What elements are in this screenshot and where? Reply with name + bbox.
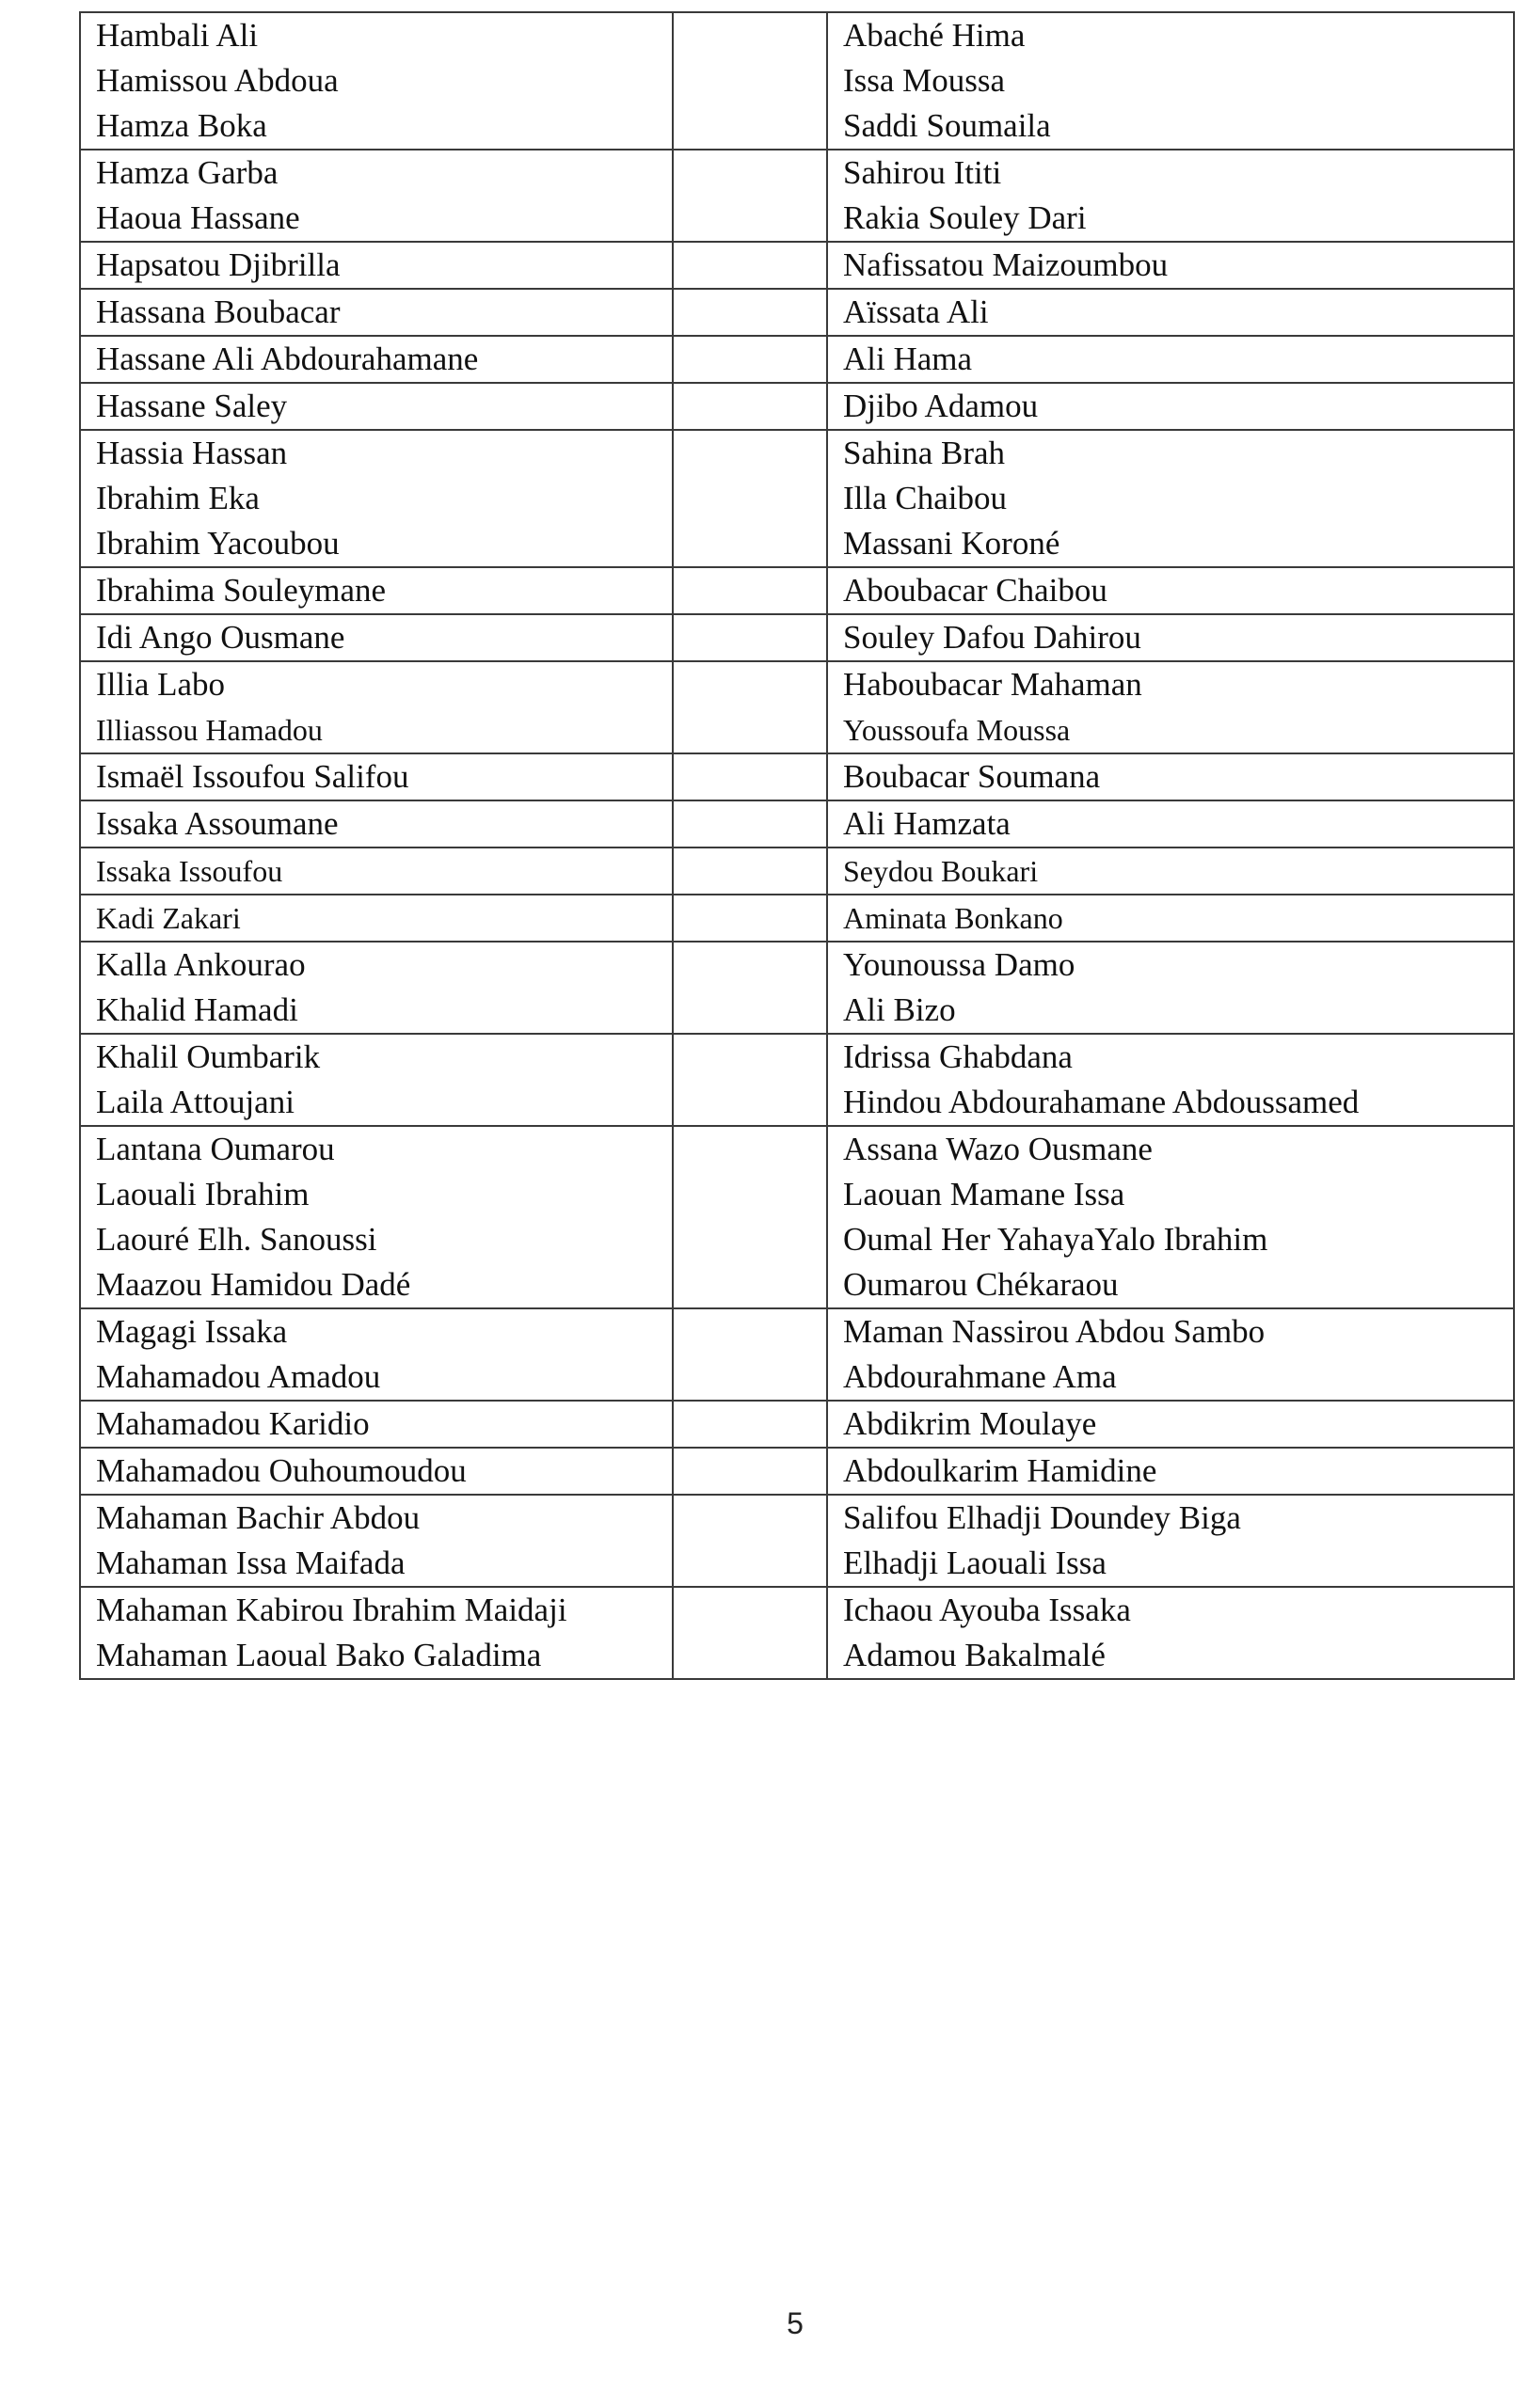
right-name-cell: [827, 661, 1514, 753]
blank-gap-cell: [673, 614, 827, 661]
name-entry: Younoussa Damo: [843, 946, 1075, 983]
names-table-body: [80, 12, 1514, 1679]
name-entry: Ismaël Issoufou Salifou: [96, 758, 409, 795]
right-name-cell: [827, 614, 1514, 661]
table-row: [80, 242, 1514, 289]
name-entry: Laouali Ibrahim: [96, 1176, 310, 1212]
blank-gap-cell: [673, 336, 827, 383]
name-entry: Illiassou Hamadou: [96, 713, 323, 747]
blank-gap-cell: [673, 383, 827, 430]
blank-gap-cell: [673, 800, 827, 848]
name-entry: Djibo Adamou: [843, 388, 1039, 424]
name-entry: Youssoufa Moussa: [843, 713, 1071, 747]
blank-gap-cell: [673, 1448, 827, 1495]
right-name-cell: [827, 383, 1514, 430]
left-name-cell: [80, 12, 673, 150]
name-entry: Elhadji Laouali Issa: [843, 1545, 1107, 1581]
name-entry: Khalil Oumbarik: [96, 1038, 321, 1075]
right-name-cell: [827, 336, 1514, 383]
left-name-cell: [80, 430, 673, 567]
name-entry: Illa Chaibou: [843, 480, 1007, 516]
left-name-cell: [80, 895, 673, 942]
blank-gap-cell: [673, 242, 827, 289]
name-entry: Hassia Hassan: [96, 435, 288, 471]
name-entry: Sahirou Ititi: [843, 154, 1002, 191]
left-name-cell: [80, 150, 673, 242]
right-name-cell: [827, 12, 1514, 150]
name-entry: Illia Labo: [96, 666, 226, 703]
name-entry: Rakia Souley Dari: [843, 199, 1087, 236]
name-entry: Hamissou Abdoua: [96, 62, 339, 99]
table-row: [80, 1126, 1514, 1308]
name-entry: Saddi Soumaila: [843, 107, 1051, 144]
name-entry: Boubacar Soumana: [843, 758, 1101, 795]
table-row: [80, 895, 1514, 942]
name-entry: Issa Moussa: [843, 62, 1006, 99]
table-row: [80, 336, 1514, 383]
blank-gap-cell: [673, 942, 827, 1034]
name-entry: Maazou Hamidou Dadé: [96, 1266, 411, 1303]
blank-gap-cell: [673, 567, 827, 614]
table-row: [80, 753, 1514, 800]
right-name-cell: [827, 942, 1514, 1034]
table-row: [80, 661, 1514, 753]
table-row: [80, 150, 1514, 242]
table-row: [80, 1308, 1514, 1401]
table-row: [80, 12, 1514, 150]
page-number: 5: [787, 2306, 804, 2340]
table-row: [80, 1448, 1514, 1495]
right-name-cell: [827, 242, 1514, 289]
blank-gap-cell: [673, 1126, 827, 1308]
blank-gap-cell: [673, 12, 827, 150]
left-name-cell: [80, 1587, 673, 1679]
blank-gap-cell: [673, 848, 827, 895]
table-row: [80, 1401, 1514, 1448]
right-name-cell: [827, 800, 1514, 848]
name-entry: Laouan Mamane Issa: [843, 1176, 1125, 1212]
table-row: [80, 289, 1514, 336]
table-row: [80, 430, 1514, 567]
right-name-cell: [827, 150, 1514, 242]
right-name-cell: [827, 848, 1514, 895]
name-entry: Hassane Ali Abdourahamane: [96, 341, 479, 377]
name-entry: Hindou Abdourahamane Abdoussamed: [843, 1084, 1360, 1120]
table-row: [80, 614, 1514, 661]
name-entry: Ali Bizo: [843, 991, 956, 1028]
left-name-cell: [80, 567, 673, 614]
name-entry: Mahaman Laoual Bako Galadima: [96, 1637, 542, 1673]
name-entry: Oumal Her YahayaYalo Ibrahim: [843, 1221, 1268, 1258]
name-entry: Haboubacar Mahaman: [843, 666, 1142, 703]
table-row: [80, 848, 1514, 895]
right-name-cell: [827, 1401, 1514, 1448]
left-name-cell: [80, 848, 673, 895]
name-entry: Kalla Ankourao: [96, 946, 306, 983]
name-entry: Laouré Elh. Sanoussi: [96, 1221, 377, 1258]
name-entry: Hamza Boka: [96, 107, 267, 144]
name-entry: Assana Wazo Ousmane: [843, 1131, 1153, 1167]
blank-gap-cell: [673, 753, 827, 800]
name-entry: Seydou Boukari: [843, 854, 1039, 888]
right-name-cell: [827, 1126, 1514, 1308]
name-entry: Hapsatou Djibrilla: [96, 246, 341, 283]
table-row: [80, 1587, 1514, 1679]
blank-gap-cell: [673, 289, 827, 336]
right-name-cell: [827, 430, 1514, 567]
name-entry: Issaka Issoufou: [96, 854, 283, 888]
name-entry: Ali Hamzata: [843, 805, 1011, 842]
left-name-cell: [80, 383, 673, 430]
name-entry: Ibrahim Eka: [96, 480, 260, 516]
name-entry: Ichaou Ayouba Issaka: [843, 1592, 1131, 1628]
table-row: [80, 942, 1514, 1034]
name-entry: Mahaman Bachir Abdou: [96, 1499, 421, 1536]
blank-gap-cell: [673, 150, 827, 242]
right-name-cell: [827, 895, 1514, 942]
name-entry: Laila Attoujani: [96, 1084, 295, 1120]
left-name-cell: [80, 614, 673, 661]
left-name-cell: [80, 1401, 673, 1448]
name-entry: Hamza Garba: [96, 154, 279, 191]
table-row: [80, 1034, 1514, 1126]
blank-gap-cell: [673, 661, 827, 753]
name-entry: Mahaman Issa Maifada: [96, 1545, 406, 1581]
right-name-cell: [827, 1495, 1514, 1587]
name-entry: Massani Koroné: [843, 525, 1060, 562]
left-name-cell: [80, 242, 673, 289]
right-name-cell: [827, 1587, 1514, 1679]
left-name-cell: [80, 336, 673, 383]
left-name-cell: [80, 661, 673, 753]
name-entry: Hassana Boubacar: [96, 293, 341, 330]
name-entry: Mahamadou Ouhoumoudou: [96, 1452, 467, 1489]
name-entry: Abdikrim Moulaye: [843, 1405, 1097, 1442]
name-entry: Aminata Bonkano: [843, 901, 1063, 935]
right-name-cell: [827, 1308, 1514, 1401]
name-entry: Mahamadou Karidio: [96, 1405, 370, 1442]
name-entry: Ali Hama: [843, 341, 973, 377]
right-name-cell: [827, 289, 1514, 336]
left-name-cell: [80, 753, 673, 800]
name-entry: Abaché Hima: [843, 17, 1026, 54]
name-entry: Issaka Assoumane: [96, 805, 339, 842]
left-name-cell: [80, 1495, 673, 1587]
name-entry: Oumarou Chékaraou: [843, 1266, 1119, 1303]
name-entry: Salifou Elhadji Doundey Biga: [843, 1499, 1241, 1536]
name-entry: Ibrahim Yacoubou: [96, 525, 340, 562]
name-entry: Idi Ango Ousmane: [96, 619, 345, 656]
table-row: [80, 567, 1514, 614]
blank-gap-cell: [673, 1308, 827, 1401]
blank-gap-cell: [673, 1587, 827, 1679]
name-entry: Aïssata Ali: [843, 293, 989, 330]
name-entry: Adamou Bakalmalé: [843, 1637, 1106, 1673]
name-entry: Ibrahima Souleymane: [96, 572, 387, 609]
blank-gap-cell: [673, 1034, 827, 1126]
name-entry: Souley Dafou Dahirou: [843, 619, 1141, 656]
name-entry: Hambali Ali: [96, 17, 259, 54]
name-entry: Mahamadou Amadou: [96, 1358, 381, 1395]
right-name-cell: [827, 567, 1514, 614]
name-entry: Abdoulkarim Hamidine: [843, 1452, 1157, 1489]
name-entry: Sahina Brah: [843, 435, 1006, 471]
name-entry: Abdourahmane Ama: [843, 1358, 1117, 1395]
table-row: [80, 1495, 1514, 1587]
name-entry: Aboubacar Chaibou: [843, 572, 1107, 609]
name-entry: Lantana Oumarou: [96, 1131, 335, 1167]
name-entry: Nafissatou Maizoumbou: [843, 246, 1169, 283]
name-entry: Magagi Issaka: [96, 1313, 288, 1350]
left-name-cell: [80, 942, 673, 1034]
name-entry: Idrissa Ghabdana: [843, 1038, 1073, 1075]
left-name-cell: [80, 1034, 673, 1126]
left-name-cell: [80, 1308, 673, 1401]
table-row: [80, 383, 1514, 430]
name-entry: Mahaman Kabirou Ibrahim Maidaji: [96, 1592, 567, 1628]
name-entry: Maman Nassirou Abdou Sambo: [843, 1313, 1266, 1350]
blank-gap-cell: [673, 895, 827, 942]
name-entry: Khalid Hamadi: [96, 991, 298, 1028]
blank-gap-cell: [673, 1401, 827, 1448]
name-entry: Kadi Zakari: [96, 901, 241, 935]
name-entry: Hassane Saley: [96, 388, 288, 424]
blank-gap-cell: [673, 1495, 827, 1587]
right-name-cell: [827, 1448, 1514, 1495]
table-row: [80, 800, 1514, 848]
left-name-cell: [80, 289, 673, 336]
blank-gap-cell: [673, 430, 827, 567]
names-table: [79, 11, 1515, 1680]
name-entry: Haoua Hassane: [96, 199, 300, 236]
left-name-cell: [80, 800, 673, 848]
right-name-cell: [827, 1034, 1514, 1126]
left-name-cell: [80, 1448, 673, 1495]
right-name-cell: [827, 753, 1514, 800]
left-name-cell: [80, 1126, 673, 1308]
